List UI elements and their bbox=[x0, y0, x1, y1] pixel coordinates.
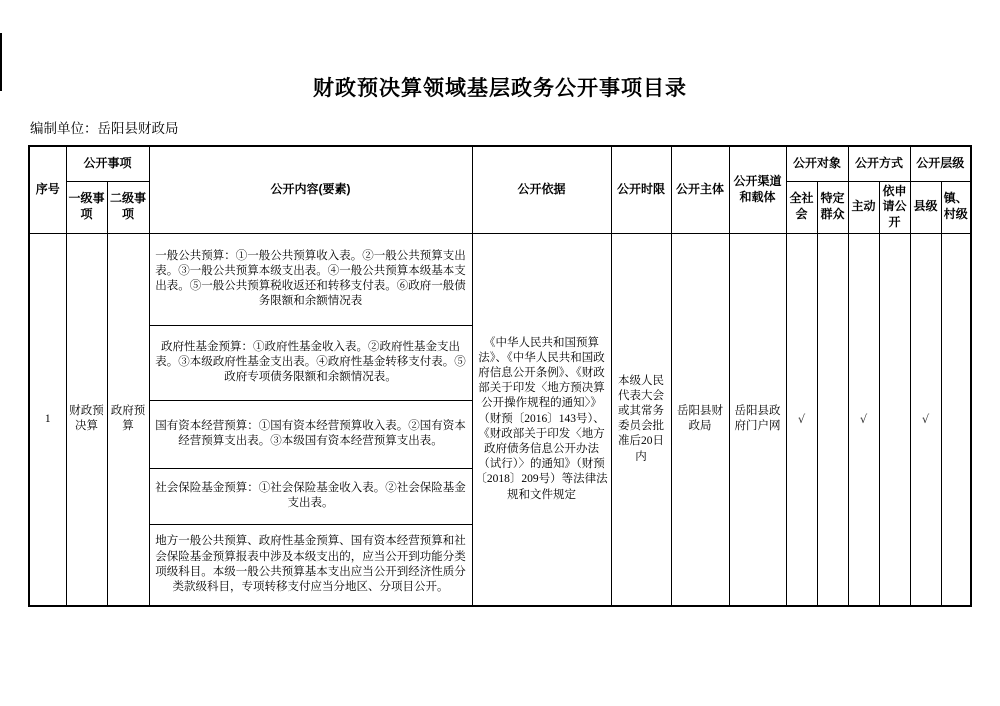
header-method-request: 依申请公开 bbox=[879, 181, 910, 233]
header-method-active: 主动 bbox=[848, 181, 879, 233]
header-target-specific: 特定群众 bbox=[817, 181, 848, 233]
prepared-by-label: 编制单位：岳阳县财政局 bbox=[30, 121, 179, 136]
cell-level2-item: 政府预算 bbox=[107, 233, 149, 606]
cell-content-government-fund-budget: 政府性基金预算：①政府性基金收入表。②政府性基金支出表。③本级政府性基金支出表。④政府性基金转移支付表。⑤政府专项债务限额和余额情况表。 bbox=[149, 325, 472, 400]
header-item-level2: 二级事项 bbox=[107, 181, 149, 233]
cell-check-target-all: √ bbox=[786, 233, 817, 606]
table-row bbox=[29, 233, 971, 325]
cell-check-level-county: √ bbox=[910, 233, 941, 606]
cell-subject: 岳阳县财政局 bbox=[671, 233, 729, 606]
cell-check-target-specific bbox=[817, 233, 848, 606]
cell-time-limit: 本级人民代表大会或其常务委员会批准后20日内 bbox=[611, 233, 671, 606]
header-target-all: 全社会 bbox=[786, 181, 817, 233]
cell-level1-item: 财政预决算 bbox=[66, 233, 107, 606]
header-time-limit: 公开时限 bbox=[611, 146, 671, 233]
cell-check-method-active: √ bbox=[848, 233, 879, 606]
header-subject: 公开主体 bbox=[671, 146, 729, 233]
header-basis: 公开依据 bbox=[472, 146, 611, 233]
cell-content-local-budget-detail: 地方一般公共预算、政府性基金预算、国有资本经营预算和社会保险基金预算报表中涉及本级支出的，应当公开到功能分类项级科目。本级一般公共预算基本支出应当公开到经济性质分类款级科目，专项转移支付应当分地区、分项目公开。 bbox=[149, 524, 472, 606]
cell-channel: 岳阳县政府门户网 bbox=[729, 233, 786, 606]
header-level-town: 镇、村级 bbox=[941, 181, 971, 233]
cell-content-social-insurance-budget: 社会保险基金预算：①社会保险基金收入表。②社会保险基金支出表。 bbox=[149, 468, 472, 524]
disclosure-catalog-table bbox=[28, 145, 972, 607]
cell-basis: 《中华人民共和国预算法》、《中华人民共和国政府信息公开条例》、《财政部关于印发〈地方预决算公开操作规程的通知〉》（财预〔2016〕143号）、《财政部关于印发〈地方政府债务信息公开办法（试行）〉的通知》（财预〔2018〕209号）等法律法规和文件规定 bbox=[472, 233, 611, 606]
header-serial: 序号 bbox=[29, 146, 66, 233]
header-level-group: 公开层级 bbox=[910, 146, 971, 181]
header-item-group: 公开事项 bbox=[66, 146, 149, 181]
header-method-group: 公开方式 bbox=[848, 146, 910, 181]
cell-serial: 1 bbox=[29, 233, 66, 606]
cell-check-method-request bbox=[879, 233, 910, 606]
header-item-level1: 一级事项 bbox=[66, 181, 107, 233]
page-title: 财政预决算领域基层政务公开事项目录 bbox=[313, 76, 687, 100]
cell-content-general-public-budget: 一般公共预算：①一般公共预算收入表。②一般公共预算支出表。③一般公共预算本级支出表。④一般公共预算本级基本支出表。⑤一般公共预算税收返还和转移支付表。⑥政府一般债务限额和余额情况表 bbox=[149, 233, 472, 325]
header-channel: 公开渠道和载体 bbox=[729, 146, 786, 233]
header-level-county: 县级 bbox=[910, 181, 941, 233]
header-target-group: 公开对象 bbox=[786, 146, 848, 181]
cell-check-level-town bbox=[941, 233, 971, 606]
cell-content-state-capital-budget: 国有资本经营预算：①国有资本经营预算收入表。②国有资本经营预算支出表。③本级国有资本经营预算支出表。 bbox=[149, 400, 472, 468]
header-content: 公开内容(要素) bbox=[149, 146, 472, 233]
